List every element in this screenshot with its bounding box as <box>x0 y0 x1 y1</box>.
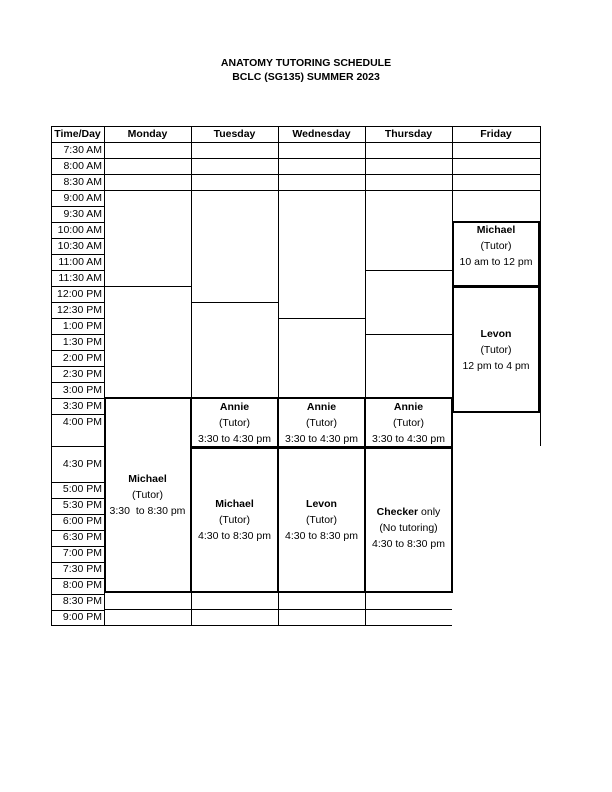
header-bottom-border <box>51 142 540 143</box>
thursday-row-line <box>365 609 452 610</box>
tutor-role: (Tutor) <box>480 240 512 252</box>
tutor-role: (Tutor) <box>480 344 512 356</box>
time-label: 8:00 PM <box>62 579 102 591</box>
tutor-hours: 3:30 to 4:30 pm <box>285 433 358 445</box>
time-label: 6:00 PM <box>62 515 102 527</box>
time-label: 6:30 PM <box>62 531 102 543</box>
friday-row-line <box>452 190 540 191</box>
time-label: 1:30 PM <box>62 336 102 348</box>
thursday-row-line <box>365 174 452 175</box>
tutor-name: Annie <box>393 401 424 413</box>
time-row-line <box>51 238 104 239</box>
tutor-name: Michael <box>215 498 254 510</box>
tutor-role: (Tutor) <box>392 417 425 429</box>
time-row-line <box>51 270 104 271</box>
time-row-line <box>51 350 104 351</box>
checker-suffix: only <box>418 506 441 518</box>
tuesday-row-line <box>191 174 278 175</box>
tutor-role: (Tutor) <box>131 489 164 501</box>
tuesday-annie-text <box>191 399 278 447</box>
time-row-line <box>51 382 104 383</box>
time-row-line <box>51 366 104 367</box>
time-row-line <box>51 318 104 319</box>
time-label: 3:30 PM <box>62 400 102 412</box>
monday-row-line <box>104 190 191 191</box>
time-row-line <box>51 190 104 191</box>
time-row-line <box>51 158 104 159</box>
thursday-row-line <box>365 158 452 159</box>
time-label: 4:00 PM <box>62 416 102 428</box>
header-thursday: Thursday <box>384 128 433 140</box>
tutor-name: Levon <box>480 328 512 340</box>
time-label: 12:00 PM <box>57 288 102 300</box>
checker-name: Checker <box>376 506 419 518</box>
tutor-name: Annie <box>306 401 337 413</box>
time-label: 7:30 AM <box>63 144 102 156</box>
time-label: 3:00 PM <box>62 384 102 396</box>
tutor-hours: 10 am to 12 pm <box>459 256 533 268</box>
header-wednesday: Wednesday <box>292 128 351 140</box>
monday-row-line <box>104 158 191 159</box>
time-label: 9:30 AM <box>63 208 102 220</box>
checker-hours: 4:30 to 8:30 pm <box>372 538 445 550</box>
time-label: 4:30 PM <box>62 458 102 470</box>
friday-levon-text <box>452 326 540 374</box>
wednesday-row-line <box>278 158 365 159</box>
header-tuesday: Tuesday <box>213 128 256 140</box>
tuesday-row-line <box>191 609 278 610</box>
wednesday-levon-text <box>278 496 365 544</box>
wednesday-row-line <box>278 174 365 175</box>
time-row-line <box>51 254 104 255</box>
time-label: 7:30 PM <box>62 563 102 575</box>
time-label: 11:00 AM <box>58 256 102 268</box>
monday-row-line <box>104 286 191 287</box>
friday-row-line <box>452 174 540 175</box>
time-label: 2:30 PM <box>62 368 102 380</box>
thursday-checker-text <box>365 504 452 552</box>
schedule-subtitle: BCLC (SG135) SUMMER 2023 <box>232 71 380 83</box>
time-row-line <box>51 174 104 175</box>
tutor-name: Michael <box>128 473 167 485</box>
tutor-role: (Tutor) <box>305 417 338 429</box>
friday-michael-text <box>452 222 540 270</box>
time-row-line <box>51 625 104 626</box>
time-row-line <box>51 446 104 447</box>
tuesday-row-line <box>191 158 278 159</box>
table-bottom-border <box>104 625 452 626</box>
tutor-name: Levon <box>306 498 337 510</box>
header-friday: Friday <box>480 128 512 140</box>
header-time-day: Time/Day <box>54 128 101 140</box>
thursday-row-line <box>365 270 452 271</box>
schedule-title: ANATOMY TUTORING SCHEDULE <box>220 57 392 69</box>
wednesday-row-line <box>278 318 365 319</box>
checker-role: (No tutoring) <box>379 522 438 534</box>
thursday-row-line <box>365 190 452 191</box>
tutor-hours: 3:30 to 4:30 pm <box>198 433 271 445</box>
table-top-border <box>51 126 540 127</box>
time-label: 10:00 AM <box>57 224 102 236</box>
time-row-line <box>51 206 104 207</box>
wednesday-row-line <box>278 190 365 191</box>
time-row-line <box>51 398 104 399</box>
time-label: 8:30 PM <box>62 595 102 607</box>
thursday-annie-text <box>365 399 452 447</box>
time-label: 5:00 PM <box>62 483 102 495</box>
time-row-line <box>51 222 104 223</box>
tutor-hours: 3:30 to 4:30 pm <box>372 433 445 445</box>
tuesday-row-line <box>191 302 278 303</box>
friday-row-line <box>452 158 540 159</box>
time-row-line <box>51 302 104 303</box>
time-row-line <box>51 334 104 335</box>
tutor-hours: 4:30 to 8:30 pm <box>285 530 358 542</box>
time-label: 12:30 PM <box>57 304 102 316</box>
time-row-line <box>51 414 104 415</box>
wednesday-row-line <box>278 609 365 610</box>
tutor-name: Michael <box>476 224 516 236</box>
tuesday-michael-text <box>191 496 278 544</box>
monday-row-line <box>104 609 191 610</box>
time-label: 10:30 AM <box>57 240 102 252</box>
time-label: 7:00 PM <box>62 547 102 559</box>
header-monday: Monday <box>127 128 168 140</box>
right-border <box>540 126 541 446</box>
time-row-line <box>51 286 104 287</box>
time-label: 5:30 PM <box>62 499 102 511</box>
tutor-role: (Tutor) <box>218 514 251 526</box>
time-label: 1:00 PM <box>62 320 102 332</box>
tutor-hours: 12 pm to 4 pm <box>462 360 530 372</box>
time-label: 2:00 PM <box>62 352 102 364</box>
time-label: 9:00 AM <box>63 192 102 204</box>
tutor-name: Annie <box>219 401 250 413</box>
time-label: 9:00 PM <box>62 611 102 623</box>
thursday-row-line <box>365 334 452 335</box>
wednesday-annie-text <box>278 399 365 447</box>
time-label: 8:00 AM <box>63 160 102 172</box>
tutor-role: (Tutor) <box>305 514 338 526</box>
time-label: 8:30 AM <box>63 176 102 188</box>
tutor-hours: 3:30 to 8:30 pm <box>109 505 186 517</box>
tutor-role: (Tutor) <box>218 417 251 429</box>
time-label: 11:30 AM <box>58 272 102 284</box>
monday-row-line <box>104 174 191 175</box>
monday-michael-text <box>104 471 191 519</box>
tuesday-row-line <box>191 190 278 191</box>
tutor-hours: 4:30 to 8:30 pm <box>198 530 271 542</box>
